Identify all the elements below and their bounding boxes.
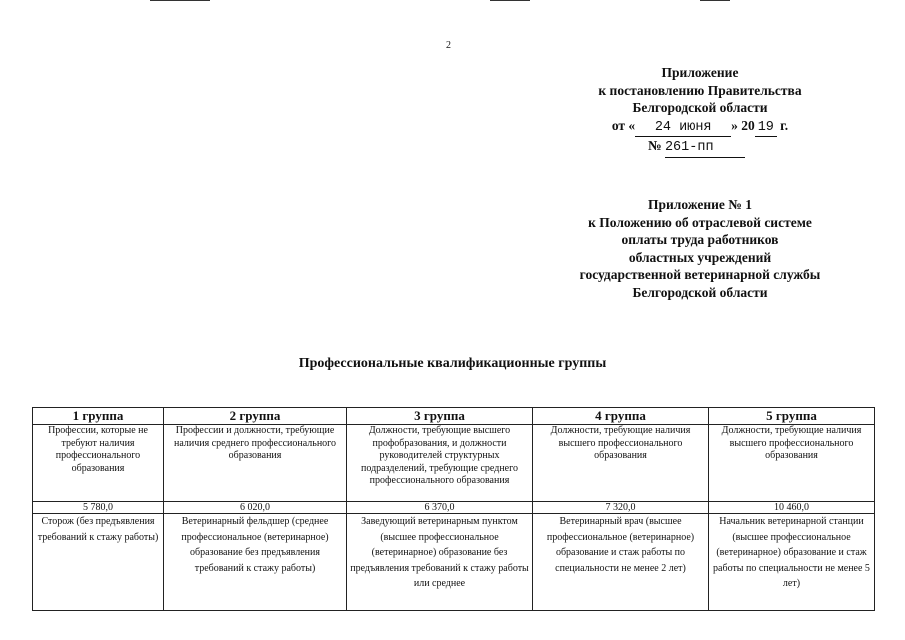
group-position-text: Ветеринарный фельдшер (среднее профессиональное (ветеринарное) образование без предъявления требований к стажу работы) — [181, 516, 329, 574]
number-value: 261-пп — [665, 139, 745, 158]
group-position — [347, 514, 533, 611]
date-mid: » 20 — [731, 117, 755, 133]
date-suffix: г. — [780, 117, 789, 133]
section-title: Профессиональные квалификационные группы — [298, 356, 607, 371]
appendix-main-title: Приложение — [661, 65, 739, 80]
appendix-main-line: Белгородской области — [632, 100, 768, 115]
appendix-sub-line: к Положению об отраслевой системе — [588, 214, 812, 230]
appendix-main-date — [560, 117, 840, 138]
group-salary: 10 460,0 — [709, 502, 875, 514]
appendix-main-header — [560, 64, 840, 158]
group-salary: 5 780,0 — [33, 502, 164, 514]
group-description: Профессии, которые не требуют наличия профессионального образования — [33, 425, 164, 502]
appendix-sub-line: оплаты труда работников — [621, 232, 779, 247]
appendix-sub-line: государственной ветеринарной службы — [579, 267, 821, 282]
group-header: 3 группа — [347, 408, 533, 425]
group-position — [164, 514, 347, 611]
date-day-month: 24 июня — [635, 119, 731, 138]
appendix-sub-header — [540, 196, 860, 301]
appendix-sub-line: Белгородской области — [632, 284, 768, 300]
group-header: 4 группа — [533, 408, 709, 425]
appendix-main-line: к постановлению Правительства — [598, 82, 802, 98]
group-salary: 6 020,0 — [164, 502, 347, 514]
number-prefix: № — [648, 138, 662, 153]
top-edge-line — [150, 0, 210, 1]
group-position-text: Сторож (без предъявления требований к стажу работы) — [37, 516, 159, 543]
group-position-text: Начальник ветеринарной станции (высшее профессиональное (ветеринарное) образование и стаж работы по специальности не менее 5 лет) — [713, 516, 870, 589]
group-header: 5 группа — [709, 408, 875, 425]
group-description: Должности, требующие наличия высшего профессионального образования — [709, 425, 875, 502]
group-header: 1 группа — [33, 408, 164, 425]
group-salary: 7 320,0 — [533, 502, 709, 514]
group-salary: 6 370,0 — [347, 502, 533, 514]
group-description: Профессии и должности, требующие наличия среднего профессионального образования — [164, 425, 347, 502]
group-position — [33, 514, 164, 611]
table-header-row — [33, 408, 875, 425]
group-position — [709, 514, 875, 611]
table-row-salary — [33, 502, 875, 514]
table-row-description — [33, 425, 875, 502]
top-edge-line — [700, 0, 730, 1]
appendix-main-number — [560, 137, 840, 158]
appendix-sub-line: областных учреждений — [628, 249, 772, 265]
group-position — [533, 514, 709, 611]
group-position-text: Ветеринарный врач (высшее профессиональное (ветеринарное) образование и стаж работы по специальности не менее 2 лет) — [546, 516, 695, 574]
group-position-text: Заведующий ветеринарным пунктом (высшее профессиональное (ветеринарное) образование без предъявления требований к стажу работы или среднее — [350, 516, 529, 589]
qualification-groups-table — [32, 407, 875, 611]
page-number: 2 — [446, 40, 451, 51]
group-header: 2 группа — [164, 408, 347, 425]
group-description: Должности, требующие высшего профобразования, и должности руководителей структурных подразделений, требующие среднего профессионального образования — [347, 425, 533, 502]
table-row-position — [33, 514, 875, 611]
date-prefix: от « — [611, 117, 636, 133]
top-edge-line — [490, 0, 530, 1]
date-year: 19 — [755, 119, 777, 138]
group-description: Должности, требующие наличия высшего профессионального образования — [533, 425, 709, 502]
appendix-sub-title: Приложение № 1 — [648, 197, 752, 212]
